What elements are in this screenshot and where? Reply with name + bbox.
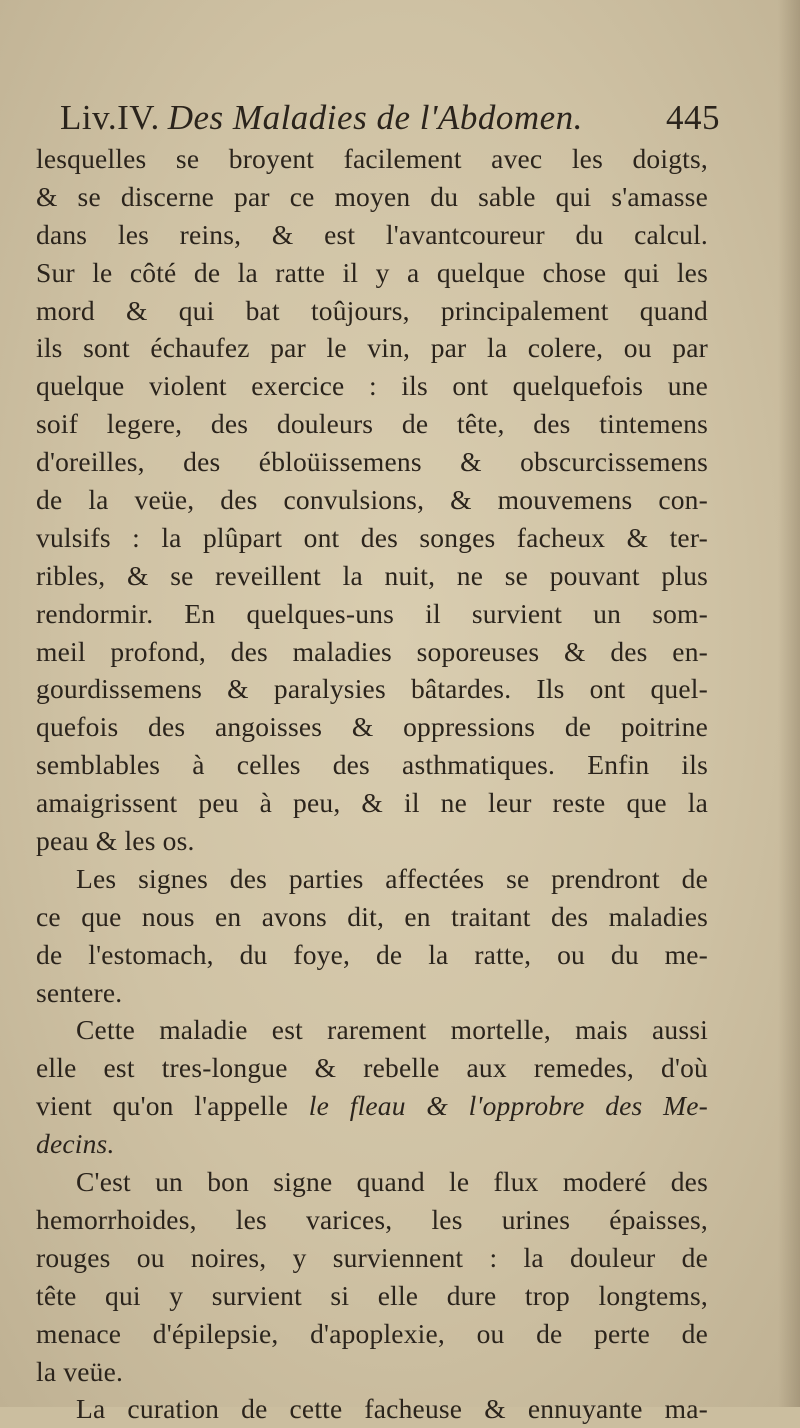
book-number: Liv.IV. (60, 98, 160, 137)
italic-phrase: le fleau & l'opprobre des Me- (308, 1090, 709, 1122)
text-line: semblables à celles des asthmatiques. Enfin ils (36, 749, 708, 781)
text-line: de l'estomach, du foye, de la ratte, ou du me- (36, 938, 708, 970)
text-line: quelque violent exercice : ils ont quelquefois une (36, 370, 708, 402)
text-line: de la veüe, des convulsions, & mouvemens con- (36, 484, 708, 516)
page-edge-shadow (778, 0, 800, 1407)
italic-phrase: decins. (36, 1128, 115, 1160)
text-line: gourdissemens & paralysies bâtardes. Ils ont quel- (36, 673, 708, 705)
text-line: Les signes des parties affectées se prendront de (76, 862, 708, 894)
text-line: mord & qui bat toûjours, principalement quand (36, 294, 708, 326)
paragraph (36, 1163, 708, 1390)
text-line: tête qui y survient si elle dure trop longtems, (36, 1279, 708, 1311)
text-line: meil profond, des maladies soporeuses & des en- (36, 635, 708, 667)
section-title: Des Maladies de l'Abdomen. (167, 98, 583, 137)
text-line: ribles, & se reveillent la nuit, ne se pouvant plus (36, 559, 708, 591)
page-number: 445 (666, 98, 720, 137)
text-line: rendormir. En quelques-uns il survient un som- (36, 597, 708, 629)
paragraph (36, 140, 708, 860)
page-body (36, 140, 708, 1428)
text-line: menace d'épilepsie, d'apoplexie, ou de perte de (36, 1317, 708, 1349)
paragraph (36, 1011, 708, 1163)
text-line: La curation de cette facheuse & ennuyante ma- (76, 1393, 708, 1425)
running-header (60, 92, 720, 144)
text-line: C'est un bon signe quand le flux moderé des (76, 1166, 708, 1198)
text-line: hemorrhoides, les varices, les urines épaisses, (36, 1203, 708, 1235)
text-line: d'oreilles, des ébloüissemens & obscurcissemens (36, 446, 708, 478)
text-line: amaigrissent peu à peu, & il ne leur reste que la (36, 787, 708, 819)
text-line: elle est tres-longue & rebelle aux remedes, d'où (36, 1052, 708, 1084)
text-line: peau & les os. (36, 825, 195, 857)
text-line: Sur le côté de la ratte il y a quelque chose qui les (36, 256, 708, 288)
paragraph (36, 860, 708, 1012)
text-line: vulsifs : la plûpart ont des songes facheux & ter- (36, 521, 708, 553)
text-line: rouges ou noires, y surviennent : la douleur de (36, 1241, 708, 1273)
text-line: lesquelles se broyent facilement avec les doigts, (36, 143, 708, 174)
paragraph (36, 1390, 708, 1428)
text-line: la veüe. (36, 1355, 124, 1387)
text-line: ce que nous en avons dit, en traitant des maladies (36, 900, 708, 932)
text-line (36, 1087, 708, 1125)
text-line: Cette maladie est rarement mortelle, mais aussi (76, 1014, 708, 1046)
text-line: soif legere, des douleurs de tête, des tintemens (36, 408, 708, 440)
text-line: quefois des angoisses & oppressions de poitrine (36, 711, 708, 743)
text-segment: vient qu'on l'appelle (36, 1090, 309, 1122)
text-line: sentere. (36, 976, 123, 1008)
text-line: ils sont échaufez par le vin, par la colere, ou par (36, 332, 708, 364)
text-line: dans les reins, & est l'avantcoureur du calcul. (36, 218, 708, 250)
text-line: & se discerne par ce moyen du sable qui s'amasse (36, 180, 708, 212)
